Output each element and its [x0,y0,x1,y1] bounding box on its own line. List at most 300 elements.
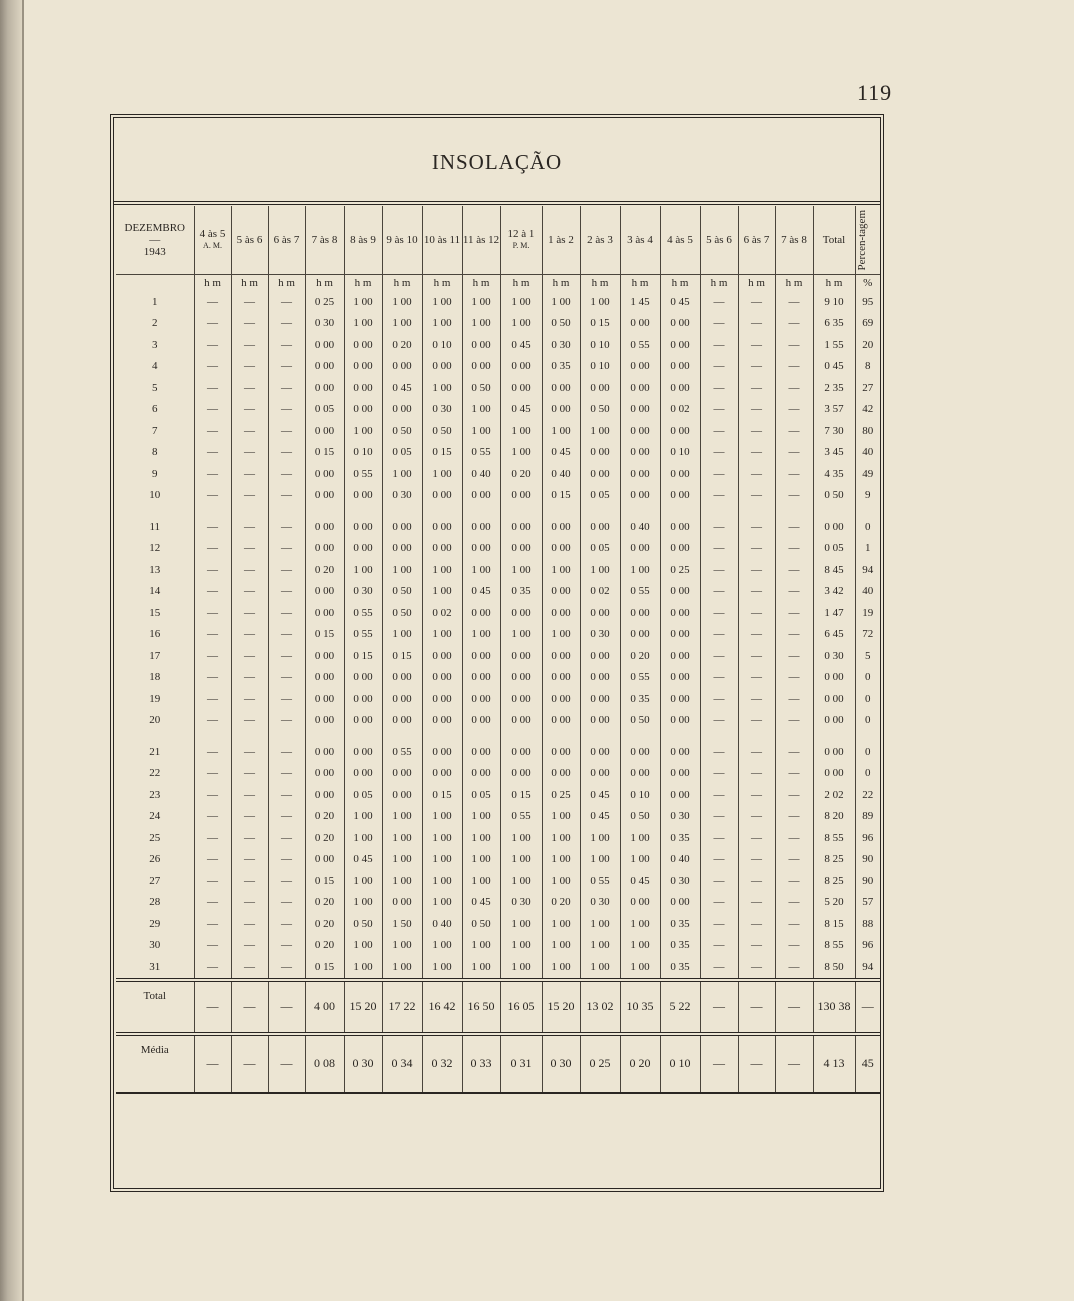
hour-cell: — [194,581,231,603]
hour-cell: 0 00 [660,741,700,763]
hour-cell: 0 40 [542,463,580,485]
hour-cell: 0 00 [660,667,700,689]
hour-cell: 1 00 [620,827,660,849]
hour-cell: 0 00 [813,741,855,763]
gap-cell [855,506,880,516]
hour-cell: 1 00 [500,849,542,871]
hour-cell: 0 55 [462,442,500,464]
hour-cell: 0 55 [580,870,620,892]
month-dash: — [149,234,161,246]
hour-cell: 0 00 [305,581,344,603]
hour-cell: — [775,602,813,624]
hour-cell: 0 00 [620,313,660,335]
hour-cell: 0 05 [580,485,620,507]
hour-cell: 0 00 [305,667,344,689]
table-row [116,291,880,313]
hour-cell: — [738,741,775,763]
total-cell: 13 02 [580,980,620,1034]
hour-cell: — [268,602,305,624]
column-header [580,206,620,275]
day-number: 31 [149,960,161,973]
hour-cell: — [194,624,231,646]
hour-cell: 0 00 [382,538,422,560]
hour-cell: — [194,538,231,560]
hour-cell: — [775,710,813,732]
hour-cell: 1 00 [542,291,580,313]
hour-cell: — [194,334,231,356]
hour-cell: — [738,763,775,785]
hour-cell: 0 45 [620,870,660,892]
hour-cell: 1 00 [462,827,500,849]
table-row [116,559,880,581]
hour-cell: 0 10 [422,334,462,356]
column-label: Total [822,234,846,246]
hour-cell: — [738,624,775,646]
column-label: 7 às 8 [781,234,807,246]
hour-cell: 4 35 [813,463,855,485]
hour-cell: — [738,559,775,581]
hour-cell: 0 25 [542,784,580,806]
hour-cell: 0 00 [620,377,660,399]
day-number: 25 [149,831,161,844]
hour-cell: 0 20 [500,463,542,485]
table-row [116,485,880,507]
hour-cell: 0 30 [382,485,422,507]
column-label: 11 às 12 [462,234,500,246]
media-percent: 45 [855,1034,880,1093]
hour-cell: — [231,420,268,442]
hour-cell: 1 00 [422,624,462,646]
hour-cell: — [700,602,738,624]
hour-cell: — [268,442,305,464]
hour-cell: 0 10 [660,442,700,464]
hour-cell: 0 20 [305,913,344,935]
hour-cell: 1 00 [500,956,542,980]
hour-cell: — [268,559,305,581]
hour-cell: 0 20 [620,645,660,667]
hour-cell: — [738,913,775,935]
day-number: 30 [149,939,161,952]
media-label: Média [116,1034,194,1093]
hour-cell: 0 45 [462,892,500,914]
hour-cell: — [738,935,775,957]
summary-rows [116,980,880,1094]
hour-cell: 0 00 [462,356,500,378]
hour-cell: 0 50 [620,806,660,828]
hour-cell: 0 00 [500,645,542,667]
hour-cell: 0 50 [462,377,500,399]
day-number: 8 [152,446,158,459]
column-label: 3 às 4 [627,234,653,246]
hour-cell: 0 00 [620,463,660,485]
day-number: 12 [149,542,161,555]
hour-cell: 1 00 [500,624,542,646]
percent-cell: 27 [855,377,880,399]
hour-cell: — [700,645,738,667]
gap-cell [422,731,462,741]
end-rule-cell [580,1093,620,1094]
hour-cell: — [231,463,268,485]
table-row [116,892,880,914]
hour-cell: 1 00 [542,849,580,871]
hour-cell: 1 00 [500,935,542,957]
unit-label: h m [382,275,422,292]
hour-cell: 1 00 [344,827,382,849]
hour-cell: — [194,688,231,710]
hour-cell: 0 00 [813,667,855,689]
hour-cell: — [194,442,231,464]
gap-cell [660,506,700,516]
hour-cell: 0 30 [660,806,700,828]
hour-cell: 0 00 [500,710,542,732]
end-rule-cell [500,1093,542,1094]
hour-cell: — [775,741,813,763]
hour-cell: 0 00 [462,485,500,507]
hour-cell: — [231,667,268,689]
hour-cell: — [231,892,268,914]
hour-cell: 0 00 [462,602,500,624]
gap-cell [738,731,775,741]
hour-cell: — [268,913,305,935]
unit-label: h m [268,275,305,292]
hour-cell: 7 30 [813,420,855,442]
hour-cell: — [775,624,813,646]
hour-cell: — [700,420,738,442]
hour-cell: — [194,377,231,399]
hour-cell: 0 00 [500,485,542,507]
hour-cell: — [268,763,305,785]
table-row [116,624,880,646]
hour-cell: 0 00 [344,538,382,560]
hour-cell: — [700,849,738,871]
hour-cell: — [268,870,305,892]
hour-cell: 0 00 [620,892,660,914]
column-label: 12 à 1 [507,228,535,240]
hour-cell: 0 30 [660,870,700,892]
hour-cell: 1 00 [422,849,462,871]
table-row [116,913,880,935]
day-number: 28 [149,896,161,909]
total-cell: 15 20 [344,980,382,1034]
hour-cell: 0 20 [305,935,344,957]
hour-cell: 0 00 [500,516,542,538]
hour-cell: 0 20 [305,806,344,828]
hour-cell: 0 10 [620,784,660,806]
hour-cell: — [231,356,268,378]
hour-cell: 0 55 [344,602,382,624]
hour-cell: 0 45 [462,581,500,603]
hour-cell: 1 00 [462,313,500,335]
hour-cell: 0 45 [660,291,700,313]
day-rows [116,291,880,980]
hour-cell: 0 00 [305,710,344,732]
media-cell: — [194,1034,231,1093]
hour-cell: — [268,827,305,849]
hour-cell: 0 00 [305,334,344,356]
day-number: 3 [152,338,158,351]
hour-cell: — [268,538,305,560]
hour-cell: — [700,763,738,785]
hour-cell: — [194,602,231,624]
day-number: 26 [149,853,161,866]
hour-cell: — [194,870,231,892]
hour-cell: 1 00 [462,806,500,828]
hour-cell: 1 55 [813,334,855,356]
hour-cell: 0 00 [344,741,382,763]
day-number: 18 [149,671,161,684]
column-header [700,206,738,275]
hour-cell: — [231,741,268,763]
unit-label: h m [231,275,268,292]
total-cell: — [775,980,813,1034]
hour-cell: 0 00 [344,667,382,689]
column-header [382,206,422,275]
hour-cell: 1 00 [382,624,422,646]
hour-cell: 0 00 [500,688,542,710]
hour-cell: 0 00 [660,710,700,732]
hour-cell: 0 00 [660,602,700,624]
end-rule [116,1093,880,1094]
hour-cell: 0 50 [580,399,620,421]
total-cell: — [738,980,775,1034]
hour-cell: — [700,710,738,732]
hour-cell: 1 00 [344,313,382,335]
hour-cell: — [775,645,813,667]
hour-cell: 0 00 [542,602,580,624]
hour-cell: — [700,956,738,980]
hour-cell: — [268,741,305,763]
hour-cell: 0 00 [382,710,422,732]
media-cell: 0 30 [344,1034,382,1093]
percent-cell: 57 [855,892,880,914]
hour-cell: 0 50 [382,581,422,603]
hour-cell: — [775,463,813,485]
gap-cell [775,731,813,741]
end-rule-cell [700,1093,738,1094]
hour-cell: — [700,291,738,313]
percent-cell: 90 [855,870,880,892]
hour-cell: 0 20 [305,559,344,581]
hour-cell: 0 30 [344,581,382,603]
hour-cell: 0 35 [660,827,700,849]
hour-cell: — [700,463,738,485]
column-header [813,206,855,275]
row-gap [116,506,880,516]
hour-cell: 0 10 [344,442,382,464]
hour-cell: 0 45 [542,442,580,464]
hour-cell: 1 00 [382,827,422,849]
hour-cell: 0 35 [660,935,700,957]
unit-label: h m [542,275,580,292]
hour-cell: 1 00 [500,913,542,935]
end-rule-cell [813,1093,855,1094]
media-cell: — [231,1034,268,1093]
hour-cell: — [738,291,775,313]
hour-cell: 1 00 [382,463,422,485]
hour-cell: 1 00 [382,870,422,892]
hour-cell: 1 00 [580,849,620,871]
percent-cell: 80 [855,420,880,442]
hour-cell: — [700,313,738,335]
hour-cell: — [738,784,775,806]
hour-cell: 0 05 [344,784,382,806]
gap-cell [344,731,382,741]
hour-cell: — [268,710,305,732]
hour-cell: 0 45 [580,784,620,806]
hour-cell: — [231,784,268,806]
hour-cell: — [194,827,231,849]
hour-cell: 1 00 [542,956,580,980]
hour-cell: 0 05 [305,399,344,421]
table-row [116,763,880,785]
hour-cell: — [231,763,268,785]
hour-cell: — [775,399,813,421]
hour-cell: 0 00 [580,377,620,399]
hour-cell: — [268,624,305,646]
media-cell: 4 13 [813,1034,855,1093]
hour-cell: — [738,356,775,378]
day-number: 20 [149,714,161,727]
hour-cell: — [738,710,775,732]
hour-cell: 0 00 [344,399,382,421]
table-row [116,399,880,421]
hour-cell: — [231,313,268,335]
end-rule-cell [305,1093,344,1094]
hour-cell: 0 00 [660,892,700,914]
hour-cell: — [231,710,268,732]
hour-cell: 0 00 [305,538,344,560]
hour-cell: 0 00 [462,710,500,732]
hour-cell: 0 00 [500,763,542,785]
month-header [116,206,194,275]
hour-cell: 1 00 [344,956,382,980]
hour-cell: 0 20 [382,334,422,356]
table-row [116,935,880,957]
percent-label: Percen-tagem [855,209,868,271]
hour-cell: 1 00 [500,291,542,313]
hour-cell: 0 00 [382,667,422,689]
gap-cell [116,731,194,741]
end-rule-cell [775,1093,813,1094]
gap-cell [738,506,775,516]
hour-cell: 1 00 [422,377,462,399]
hour-cell: 0 20 [305,827,344,849]
hour-cell: — [738,485,775,507]
gap-cell [580,731,620,741]
hour-cell: 0 00 [660,313,700,335]
hour-cell: — [268,377,305,399]
media-cell: 0 10 [660,1034,700,1093]
hour-cell: — [700,356,738,378]
column-sublabel: A. M. [203,241,222,250]
percent-cell: 40 [855,581,880,603]
hour-cell: 0 00 [344,710,382,732]
hour-cell: — [268,313,305,335]
hour-cell: — [194,420,231,442]
day-number: 7 [152,424,158,437]
hour-cell: 0 00 [462,645,500,667]
hour-cell: 1 00 [462,399,500,421]
hour-cell: 0 00 [500,356,542,378]
hour-cell: — [194,645,231,667]
hour-cell: 0 00 [542,581,580,603]
percent-cell: 0 [855,741,880,763]
hour-cell: — [775,870,813,892]
hour-cell: 1 00 [620,849,660,871]
hour-cell: 1 00 [382,806,422,828]
hour-cell: 0 00 [813,688,855,710]
table-title: INSOLAÇÃO [431,150,563,174]
media-cell: — [738,1034,775,1093]
hour-cell: — [268,463,305,485]
hour-cell: 0 55 [620,581,660,603]
hour-cell: 0 00 [660,763,700,785]
percent-cell: 88 [855,913,880,935]
hour-cell: 1 00 [422,313,462,335]
percent-cell: 95 [855,291,880,313]
hour-cell: 0 00 [422,485,462,507]
unit-label: h m [660,275,700,292]
table-row [116,313,880,335]
hour-cell: 0 00 [462,538,500,560]
hour-cell: — [738,377,775,399]
hour-cell: 1 00 [344,892,382,914]
hour-cell: 1 00 [500,442,542,464]
hour-cell: 0 00 [462,334,500,356]
hour-cell: 0 50 [620,710,660,732]
hour-cell: 0 20 [305,892,344,914]
hour-cell: 0 00 [542,710,580,732]
hour-cell: — [738,334,775,356]
hour-cell: 0 00 [542,538,580,560]
hour-cell: 0 00 [305,356,344,378]
media-cell: — [268,1034,305,1093]
gap-cell [500,731,542,741]
hour-cell: 1 00 [542,806,580,828]
hour-cell: 1 00 [382,291,422,313]
hour-cell: 0 00 [422,741,462,763]
hour-cell: — [231,827,268,849]
gap-cell [542,506,580,516]
hour-cell: 0 00 [580,741,620,763]
hour-cell: 1 00 [580,935,620,957]
percent-cell: 1 [855,538,880,560]
hour-cell: 0 00 [660,334,700,356]
hour-cell: 0 00 [305,763,344,785]
hour-cell: 0 00 [660,463,700,485]
gap-cell [775,506,813,516]
day-number: 10 [149,489,161,502]
hour-cell: — [700,784,738,806]
hour-cell: — [268,581,305,603]
gap-cell [855,731,880,741]
hour-cell: 0 05 [462,784,500,806]
gap-cell [813,731,855,741]
table-row [116,581,880,603]
day-number: 21 [149,745,161,758]
hour-cell: 0 55 [620,667,660,689]
gap-cell [344,506,382,516]
total-cell: — [194,980,231,1034]
hour-cell: 0 00 [620,624,660,646]
column-label: 1 às 2 [548,234,574,246]
gap-cell [700,506,738,516]
hour-cell: — [700,581,738,603]
hour-cell: 1 47 [813,602,855,624]
end-rule-cell [194,1093,231,1094]
hour-cell: 1 00 [382,956,422,980]
column-header [194,206,231,275]
